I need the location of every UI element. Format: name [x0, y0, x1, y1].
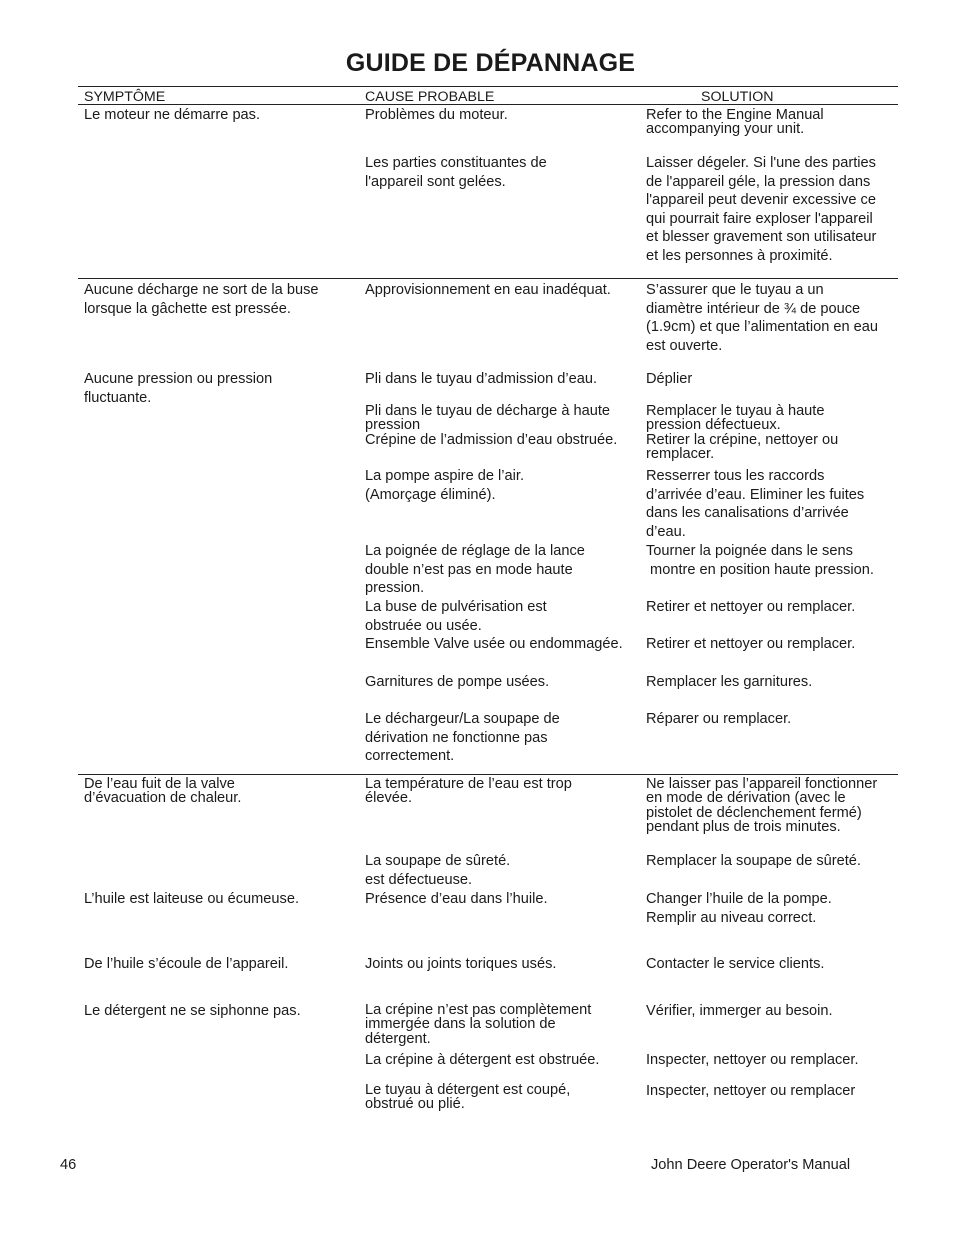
r11-cause-cell [365, 673, 549, 692]
r9-solution-cell [646, 598, 855, 617]
text-line: fluctuante. [84, 389, 152, 406]
r7-solution-cell [646, 467, 864, 541]
manual-name: John Deere Operator's Manual [651, 1157, 851, 1173]
text-line: pression [365, 417, 421, 434]
text-line: La température de l’eau est trop [365, 776, 572, 792]
r15-symptom-cell [84, 890, 299, 909]
text-line: Contacter le service clients. [646, 956, 825, 972]
text-line: Aucune pression ou pression [84, 371, 273, 387]
text-line: L’huile est laiteuse ou écumeuse. [84, 891, 299, 907]
text-line: Changer l’huile de la pompe. [646, 891, 832, 907]
text-line: Déplier [646, 371, 693, 387]
text-line: accompanying your unit. [646, 121, 805, 138]
r1-symptom-cell [84, 108, 260, 122]
text-line: S’assurer que le tuyau a un [646, 282, 824, 298]
text-line: Remplacer la soupape de sûreté. [646, 853, 861, 869]
text-line: montre en position haute pression. [646, 561, 874, 578]
text-line: l'appareil peut devenir excessive ce [646, 192, 876, 209]
text-line: Retirer la crépine, nettoyer ou [646, 432, 839, 448]
r14-solution-cell [646, 852, 861, 871]
r16-cause-cell [365, 955, 556, 974]
r12-cause-cell [365, 710, 560, 766]
r5-solution-cell [646, 404, 824, 433]
text-line: Aucune décharge ne sort de la buse [84, 282, 319, 298]
text-line: pendant plus de trois minutes. [646, 819, 841, 836]
text-line: lorsque la gâchette est pressée. [84, 300, 291, 317]
text-line: La buse de pulvérisation est [365, 599, 547, 615]
text-line: en mode de dérivation (avec le [646, 790, 846, 807]
r1-solution-cell [646, 108, 824, 137]
text-line: Remplir au niveau correct. [646, 909, 817, 926]
text-line: est défectueuse. [365, 871, 473, 888]
text-line: Remplacer les garnitures. [646, 674, 813, 690]
column-header-cause: CAUSE PROBABLE [365, 89, 495, 105]
text-line: Retirer et nettoyer ou remplacer. [646, 636, 856, 652]
header-top-rule [78, 86, 898, 87]
r17-cause-cell [365, 1003, 591, 1046]
text-line: La poignée de réglage de la lance [365, 543, 585, 559]
r15-solution-cell [646, 890, 832, 927]
text-line: Pli dans le tuyau d’admission d’eau. [365, 371, 598, 387]
r18-solution-cell [646, 1051, 859, 1070]
r9-cause-cell [365, 598, 547, 635]
text-line: et blesser gravement son utilisateur [646, 229, 877, 246]
text-line: Approvisionnement en eau inadéquat. [365, 282, 611, 298]
r13-symptom-cell [84, 777, 241, 806]
text-line: dérivation ne fonctionne pas [365, 729, 548, 746]
text-line: De l’huile s’écoule de l’appareil. [84, 956, 289, 972]
text-line: Le tuyau à détergent est coupé, [365, 1082, 571, 1098]
text-line: l'appareil sont gelées. [365, 173, 506, 190]
text-line: Le moteur ne démarre pas. [84, 107, 261, 123]
r6-solution-cell [646, 433, 838, 462]
r1-cause-cell [365, 108, 508, 122]
r10-cause-cell [365, 635, 623, 654]
text-line: Refer to the Engine Manual [646, 107, 824, 123]
text-line: Le déchargeur/La soupape de [365, 711, 560, 727]
text-line: Laisser dégeler. Si l'une des parties [646, 155, 876, 171]
text-line: Garnitures de pompe usées. [365, 674, 550, 690]
text-line: double n’est pas en mode haute [365, 561, 573, 578]
r5-cause-cell [365, 404, 610, 433]
section-divider [78, 774, 898, 775]
text-line: Pli dans le tuyau de décharge à haute [365, 403, 611, 419]
text-line: Retirer et nettoyer ou remplacer. [646, 599, 856, 615]
r8-cause-cell [365, 542, 585, 598]
text-line: d’arrivée d’eau. Eliminer les fuites [646, 486, 865, 503]
r17-symptom-cell [84, 1002, 301, 1021]
r2-solution-cell [646, 154, 876, 266]
page-number: 46 [60, 1157, 77, 1173]
r6-cause-cell [365, 433, 617, 447]
text-line: La crépine n’est pas complètement [365, 1002, 592, 1018]
text-line: Resserrer tous les raccords [646, 468, 825, 484]
text-line: dans les canalisations d’arrivée [646, 505, 849, 522]
column-header-solution: SOLUTION [701, 89, 774, 105]
text-line: Présence d’eau dans l’huile. [365, 891, 548, 907]
section-divider [78, 278, 898, 279]
text-line: Crépine de l’admission d’eau obstruée. [365, 432, 618, 448]
text-line: De l’eau fuit de la valve [84, 776, 235, 792]
text-line: d’eau. [646, 523, 686, 540]
text-line: obstrué ou plié. [365, 1096, 465, 1113]
text-line: pistolet de déclenchement fermé) [646, 804, 862, 821]
text-line: détergent. [365, 1030, 431, 1047]
text-line: Le détergent ne se siphonne pas. [84, 1003, 301, 1019]
r12-solution-cell [646, 710, 791, 729]
text-line: Les parties constituantes de [365, 155, 547, 171]
text-line: Réparer ou remplacer. [646, 711, 792, 727]
text-line: La pompe aspire de l’air. [365, 468, 525, 484]
r3-solution-cell [646, 281, 878, 355]
text-line: est ouverte. [646, 337, 723, 354]
text-line: (Amorçage éliminé). [365, 486, 496, 503]
text-line: remplacer. [646, 446, 715, 463]
r4-cause-cell [365, 370, 597, 389]
text-line: Tourner la poignée dans le sens [646, 543, 853, 559]
r3-cause-cell [365, 281, 611, 300]
text-line: de l'appareil géle, la pression dans [646, 173, 871, 190]
r16-symptom-cell [84, 955, 288, 974]
text-line: Remplacer le tuyau à haute [646, 403, 825, 419]
r10-solution-cell [646, 635, 855, 654]
r2-cause-cell [365, 154, 547, 191]
text-line: immergée dans la solution de [365, 1016, 556, 1033]
text-line: Problèmes du moteur. [365, 107, 508, 123]
text-line: correctement. [365, 748, 455, 765]
header-bottom-rule [78, 104, 898, 105]
text-line: obstruée ou usée. [365, 617, 482, 634]
r11-solution-cell [646, 673, 812, 692]
text-line: La soupape de sûreté. [365, 853, 511, 869]
r14-cause-cell [365, 852, 510, 889]
r18-cause-cell [365, 1051, 599, 1070]
text-line: d’évacuation de chaleur. [84, 790, 242, 807]
text-line: et les personnes à proximité. [646, 247, 833, 264]
text-line: diamètre intérieur de ¾ de pouce [646, 300, 861, 317]
text-line: pression défectueux. [646, 417, 781, 434]
text-line: Vérifier, immerger au besoin. [646, 1003, 833, 1019]
r13-cause-cell [365, 777, 572, 806]
text-line: (1.9cm) et que l’alimentation en eau [646, 319, 879, 336]
r16-solution-cell [646, 955, 824, 974]
r19-solution-cell [646, 1082, 855, 1101]
r17-solution-cell [646, 1002, 833, 1021]
r4-solution-cell [646, 370, 692, 389]
r7-cause-cell [365, 467, 524, 504]
r19-cause-cell [365, 1083, 570, 1112]
page-title: GUIDE DE DÉPANNAGE [345, 49, 636, 77]
text-line: Inspecter, nettoyer ou remplacer [646, 1083, 856, 1099]
r4-symptom-cell [84, 370, 272, 407]
text-line: La crépine à détergent est obstruée. [365, 1052, 600, 1068]
column-header-symptom: SYMPTÔME [84, 89, 166, 105]
r15-cause-cell [365, 890, 548, 909]
text-line: Inspecter, nettoyer ou remplacer. [646, 1052, 859, 1068]
text-line: Ne laisser pas l’appareil fonctionner [646, 776, 878, 792]
r13-solution-cell [646, 777, 877, 835]
r8-solution-cell [646, 542, 874, 579]
text-line: Ensemble Valve usée ou endommagée. [365, 636, 623, 652]
text-line: pression. [365, 580, 425, 597]
text-line: qui pourrait faire exploser l'appareil [646, 210, 873, 227]
r3-symptom-cell [84, 281, 318, 318]
text-line: Joints ou joints toriques usés. [365, 956, 557, 972]
text-line: élevée. [365, 790, 413, 807]
